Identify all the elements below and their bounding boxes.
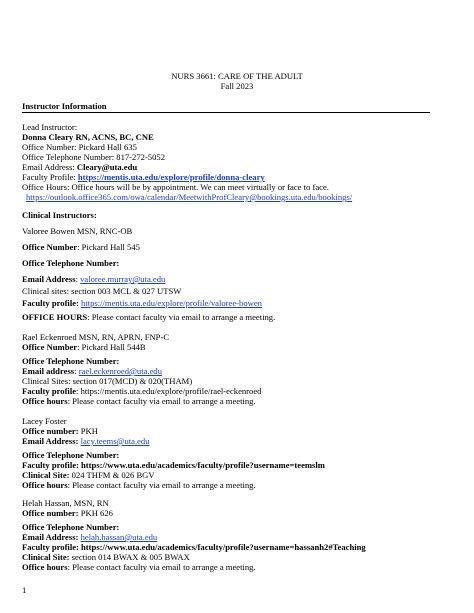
instructor-faculty-line bbox=[22, 386, 261, 396]
phone-label: Office Telephone Number: bbox=[22, 356, 120, 366]
office-label: Office Number bbox=[22, 342, 78, 352]
instructor-name: Helah Hassan, MSN, RN bbox=[22, 498, 109, 508]
phone-label: Office Telephone Number: bbox=[22, 258, 120, 268]
email-link[interactable]: rael.eckenroed@uta.edu bbox=[78, 366, 162, 376]
phone-label: Office Telephone Number: bbox=[22, 450, 120, 460]
email-label: Email Address bbox=[22, 274, 76, 284]
email-link[interactable]: lacy.teems@uta.edu bbox=[80, 436, 150, 446]
faculty-label: Faculty profile: bbox=[22, 298, 82, 308]
instructor-email-line bbox=[22, 274, 165, 284]
instructor-office-line bbox=[22, 342, 146, 352]
faculty-profile: Faculty profile: https://www.uta.edu/academics/faculty/profile?username=hassanh2#Teaching bbox=[22, 542, 366, 552]
clinical-heading: Clinical Instructors: bbox=[22, 210, 97, 220]
hours-value: : Please contact faculty via email to arrange a meeting. bbox=[67, 396, 256, 406]
email-sep: : bbox=[74, 366, 79, 376]
office-value: : Pickard Hall 545 bbox=[77, 242, 140, 252]
hours-label: Office hours bbox=[22, 562, 68, 572]
clinical-sites: Clinical sites: section 003 MCL & 027 UTSW bbox=[22, 286, 182, 296]
instructor-site-line bbox=[22, 470, 155, 480]
email-link[interactable]: valoree.murray@uta.edu bbox=[80, 274, 166, 284]
instructor-email-line bbox=[22, 436, 150, 446]
email-label: Email address bbox=[22, 366, 75, 376]
site-label: Clinical Site: bbox=[22, 470, 70, 480]
hours-value: : Please contact faculty via email to arrange a meeting. bbox=[67, 562, 256, 572]
lead-email: Cleary@uta.edu bbox=[76, 162, 138, 172]
site-value: 024 THFM & 026 BGV bbox=[69, 470, 155, 480]
lead-email-line bbox=[22, 162, 137, 172]
lead-office-hours: Office Hours: Office hours will be by appointment. We can meet virtually or face to face. bbox=[22, 182, 329, 192]
clinical-sites: Clinical Sites: section 017(MCD) & 020(THAM) bbox=[22, 376, 193, 386]
instructor-hours-line bbox=[22, 312, 275, 322]
office-value: : Pickard Hall 544B bbox=[77, 342, 146, 352]
instructor-faculty-line bbox=[22, 298, 262, 308]
instructor-office-line bbox=[22, 242, 140, 252]
faculty-profile: Faculty profile: https://www.uta.edu/academics/faculty/profile?username=teemslm bbox=[22, 460, 325, 470]
section-title: Instructor Information bbox=[22, 101, 107, 111]
lead-email-label: Email Address: bbox=[22, 162, 77, 172]
faculty-label: Faculty profile bbox=[22, 386, 77, 396]
instructor-email-line bbox=[22, 532, 157, 542]
lead-faculty-line bbox=[22, 172, 265, 182]
course-title: NURS 3661: CARE OF THE ADULT bbox=[171, 71, 303, 81]
instructor-hours-line bbox=[22, 396, 256, 406]
instructor-hours-line bbox=[22, 562, 256, 572]
hours-value: : Please contact faculty via email to arrange a meeting. bbox=[87, 312, 276, 322]
faculty-value: : https://mentis.uta.edu/explore/profile/rael-eckenroed bbox=[76, 386, 262, 396]
hours-value: : Please contact faculty via email to arrange a meeting. bbox=[67, 480, 256, 490]
email-label: Email Address: bbox=[22, 532, 79, 542]
lead-heading: Lead Instructor: bbox=[22, 122, 78, 132]
email-link[interactable]: helah.hassan@uta.edu bbox=[80, 532, 158, 542]
faculty-link[interactable]: https://mentis.uta.edu/explore/profile/valoree-bowen bbox=[81, 298, 262, 308]
office-value: PKH bbox=[78, 426, 98, 436]
phone-label: Office Telephone Number: bbox=[22, 522, 120, 532]
hours-label: Office hours bbox=[22, 480, 68, 490]
lead-faculty-link[interactable]: https://mentis.uta.edu/explore/profile/donna-cleary bbox=[77, 172, 265, 182]
hours-label: Office hours bbox=[22, 396, 68, 406]
site-label: Clinical Site: bbox=[22, 552, 70, 562]
instructor-name: Valoree Bowen MSN, RNC-OB bbox=[22, 226, 133, 236]
instructor-name: Rael Eckenroed MSN, RN, APRN, FNP-C bbox=[22, 332, 170, 342]
office-label: Office Number bbox=[22, 242, 78, 252]
site-value: section 014 BWAX & 005 BWAX bbox=[69, 552, 190, 562]
section-divider bbox=[22, 112, 430, 113]
instructor-hours-line bbox=[22, 480, 256, 490]
page-number: 1 bbox=[22, 585, 27, 595]
email-label: Email Address: bbox=[22, 436, 79, 446]
office-value: PKH 626 bbox=[78, 508, 113, 518]
instructor-email-line bbox=[22, 366, 162, 376]
email-sep: : bbox=[75, 274, 81, 284]
lead-booking-line bbox=[26, 192, 352, 202]
office-label: Office number: bbox=[22, 426, 79, 436]
instructor-office-line bbox=[22, 508, 113, 518]
hours-label: OFFICE HOURS bbox=[22, 312, 88, 322]
instructor-office-line bbox=[22, 426, 98, 436]
office-label: Office number: bbox=[22, 508, 79, 518]
lead-office-number: Office Number: Pickard Hall 635 bbox=[22, 142, 137, 152]
course-term: Fall 2023 bbox=[220, 81, 254, 91]
lead-booking-link[interactable]: https://outlook.office365.com/owa/calendar/MeetwithProfCleary@bookings.uta.edu/bookings/ bbox=[26, 192, 353, 202]
instructor-site-line bbox=[22, 552, 190, 562]
lead-office-phone: Office Telephone Number: 817-272-5052 bbox=[22, 152, 165, 162]
instructor-name: Lacey Foster bbox=[22, 416, 67, 426]
lead-faculty-label: Faculty Profile: bbox=[22, 172, 78, 182]
lead-name: Donna Cleary RN, ACNS, BC, CNE bbox=[22, 132, 154, 142]
